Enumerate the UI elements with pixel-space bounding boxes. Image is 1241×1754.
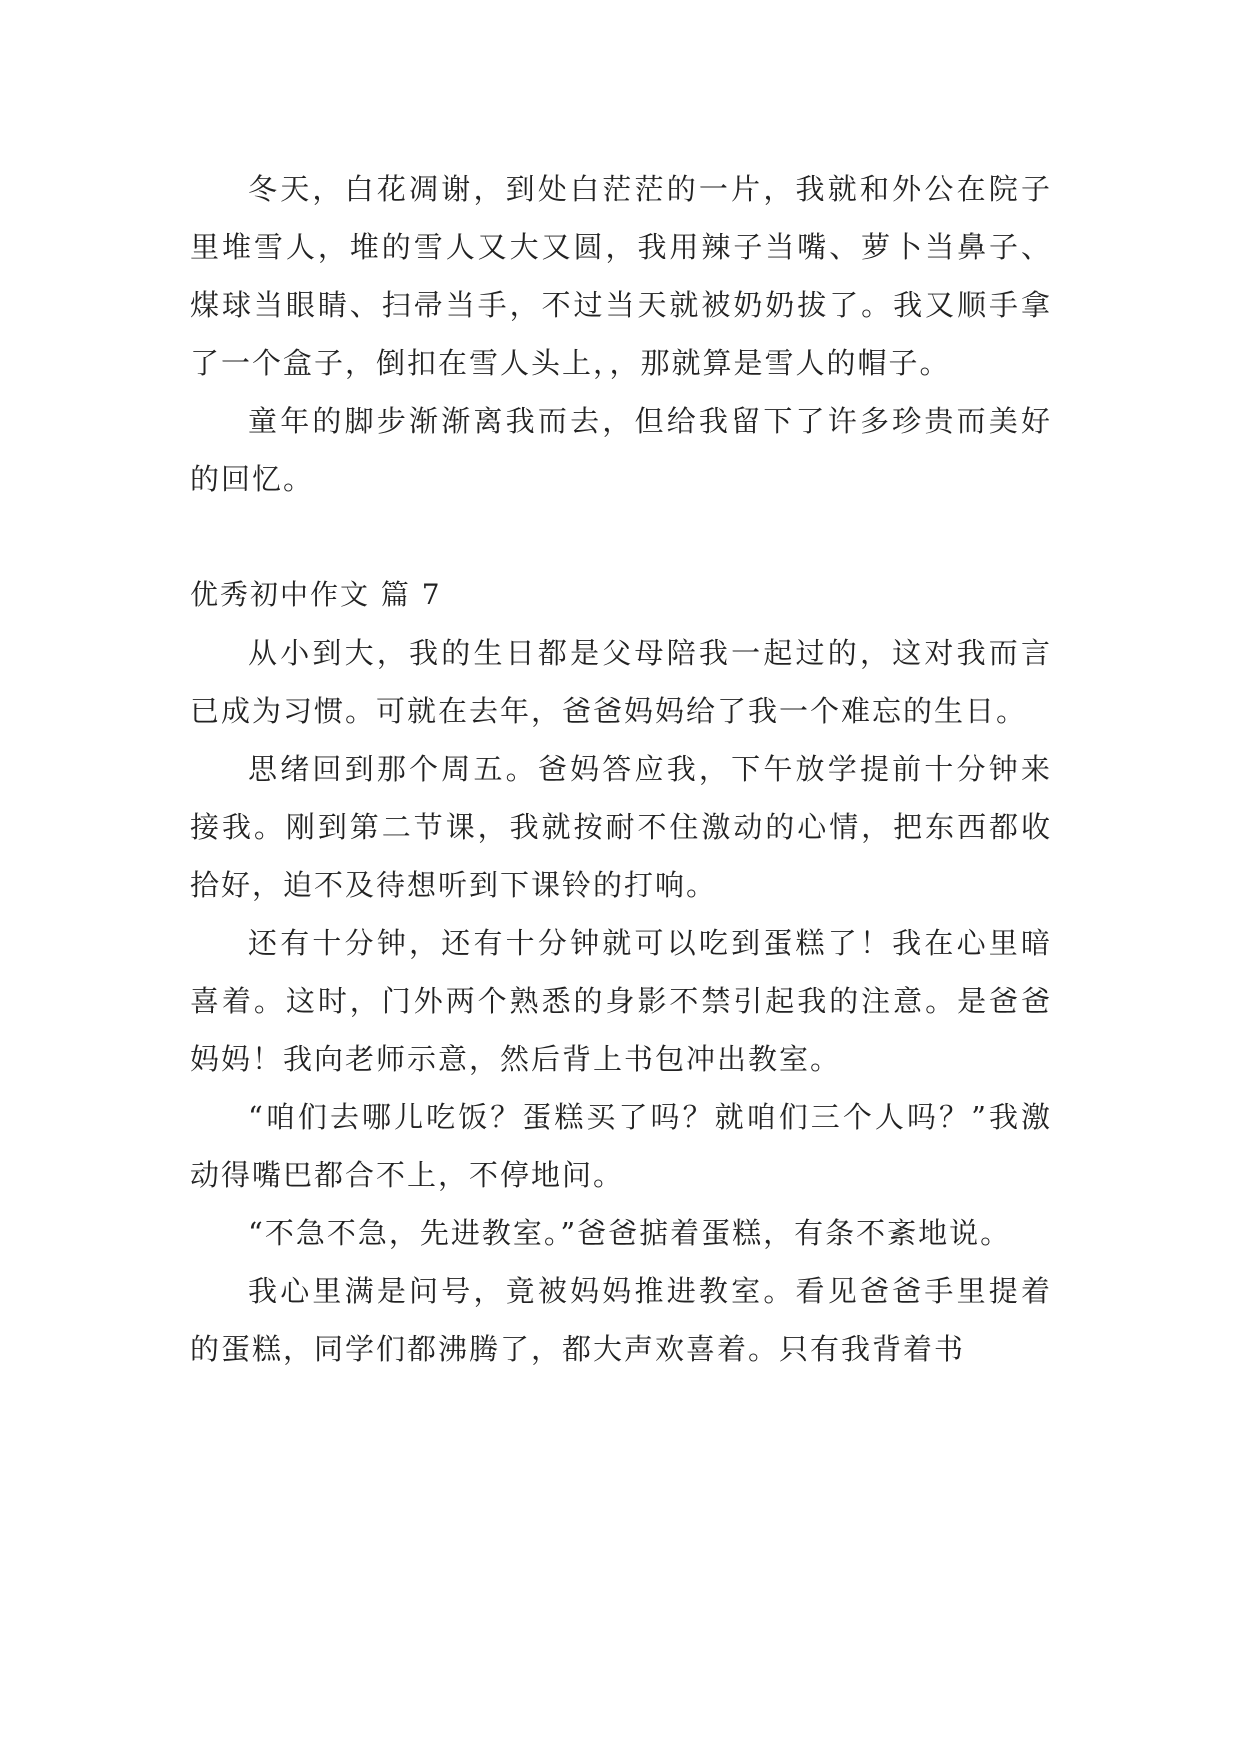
paragraph-childhood-memories: 童年的脚步渐渐离我而去，但给我留下了许多珍贵而美好的回忆。 (190, 404, 1052, 496)
paragraph-questions: “咱们去哪儿吃饭？蛋糕买了吗？就咱们三个人吗？”我激动得嘴巴都合不上，不停地问。 (190, 1100, 1052, 1192)
paragraph-birthday-intro: 从小到大，我的生日都是父母陪我一起过的，这对我而言已成为习惯。可就在去年，爸爸妈妈给了我一个难忘的生日。 (190, 636, 1052, 728)
paragraph-classroom: 我心里满是问号，竟被妈妈推进教室。看见爸爸手里提着的蛋糕，同学们都沸腾了，都大声欢喜着。只有我背着书 (190, 1274, 1052, 1366)
paragraph-dad-reply: “不急不急，先进教室。”爸爸掂着蛋糕，有条不紊地说。 (248, 1216, 1012, 1250)
paragraph-ten-minutes: 还有十分钟，还有十分钟就可以吃到蛋糕了！我在心里暗喜着。这时，门外两个熟悉的身影不禁引起我的注意。是爸爸妈妈！我向老师示意，然后背上书包冲出教室。 (190, 926, 1052, 1076)
section-title: 优秀初中作文 篇 7 (190, 578, 442, 611)
paragraph-friday: 思绪回到那个周五。爸妈答应我，下午放学提前十分钟来接我。刚到第二节课，我就按耐不住激动的心情，把东西都收拾好，迫不及待想听到下课铃的打响。 (190, 752, 1052, 902)
document-body (190, 160, 1052, 1378)
paragraph-winter: 冬天，白花凋谢，到处白茫茫的一片，我就和外公在院子里堆雪人，堆的雪人又大又圆，我用辣子当嘴、萝卜当鼻子、煤球当眼睛、扫帚当手，不过当天就被奶奶拔了。我又顺手拿了一个盒子，倒扣在雪人头上，，那就算是雪人的帽子。 (190, 172, 1052, 380)
